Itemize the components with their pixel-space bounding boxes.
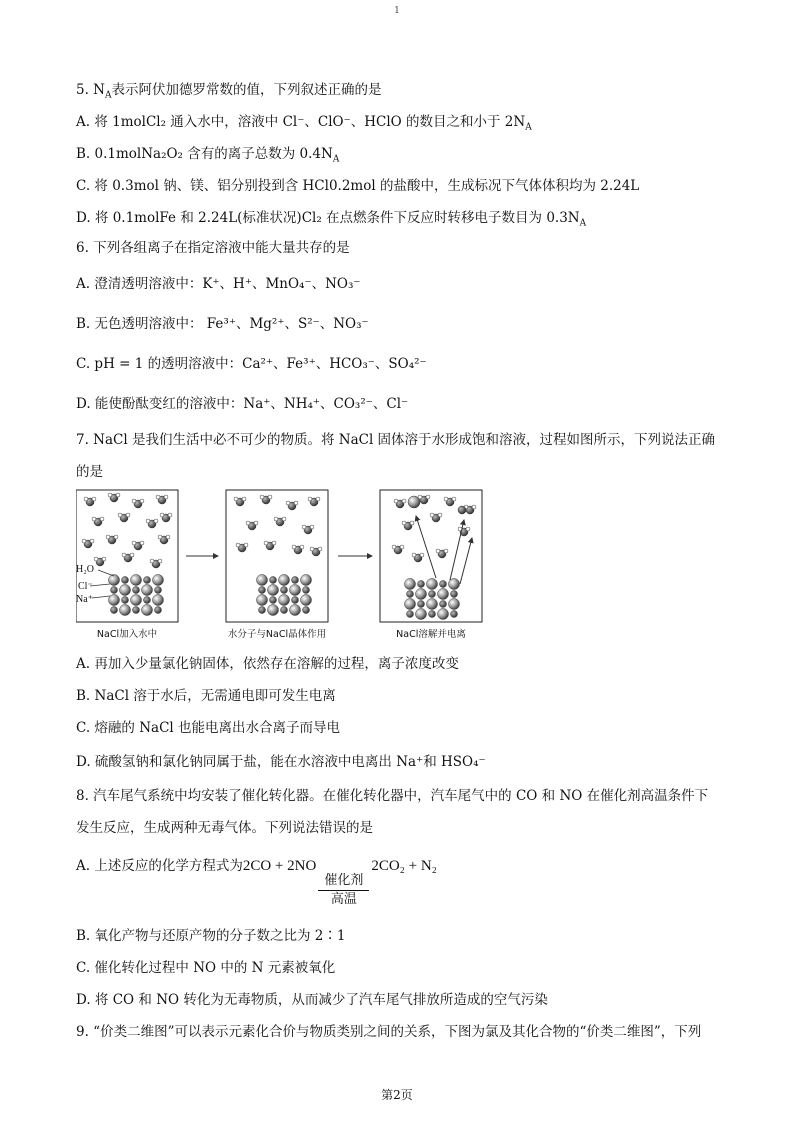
chloride-ion [142, 585, 153, 596]
chloride-ion [109, 575, 120, 586]
sodium-ion [259, 587, 266, 594]
label-pointer [92, 596, 110, 598]
water-hydrogen [452, 497, 456, 501]
sodium-ion [270, 577, 277, 584]
chloride-ion [405, 599, 416, 610]
sodium-ion [122, 577, 129, 584]
water-hydrogen [260, 495, 264, 499]
water-hydrogen [444, 497, 448, 501]
sodium-ion [429, 591, 436, 598]
water-hydrogen [420, 553, 424, 557]
sodium-ion [155, 607, 162, 614]
sodium-ion [292, 577, 299, 584]
water-hydrogen [300, 545, 304, 549]
water-hydrogen [302, 525, 306, 529]
water-hydrogen [308, 497, 312, 501]
chloride-ion [257, 595, 268, 606]
water-hydrogen [292, 545, 296, 549]
sodium-ion [303, 607, 310, 614]
water-hydrogen [106, 535, 110, 539]
chloride-ion [120, 605, 131, 616]
q6-option-b: B. 无色透明溶液中： Fe³⁺、Mg²⁺、S²⁻、NO₃⁻ [76, 316, 369, 332]
chloride-ion [416, 609, 427, 620]
water-hydrogen [400, 545, 404, 549]
water-hydrogen [116, 493, 120, 497]
sodium-ion [292, 597, 299, 604]
sodium-ion [418, 601, 425, 608]
water-hydrogen [310, 547, 314, 551]
water-hydrogen [132, 541, 136, 545]
q7-option-b: B. NaCl 溶于水后，无需通电即可发生电离 [76, 688, 336, 704]
q5-option-b: B. 0.1molNa₂O₂ 含有的离子总数为 $0.4N_A$ [76, 146, 340, 165]
chloride-ion [449, 599, 460, 610]
water-hydrogen [268, 495, 272, 499]
chloride-ion [109, 595, 120, 606]
water-hydrogen [92, 517, 96, 521]
water-hydrogen [410, 521, 414, 525]
label-h2o: H₂O [76, 564, 94, 575]
water-hydrogen [158, 535, 162, 539]
chloride-ion [131, 575, 142, 586]
q6-stem: 6. 下列各组离子在指定溶液中能大量共存的是 [76, 240, 350, 256]
chloride-ion [268, 585, 279, 596]
sodium-ion [133, 587, 140, 594]
caption-panel-3: NaCl溶解并电离 [396, 629, 466, 640]
water-hydrogen [130, 553, 134, 557]
water-hydrogen [244, 543, 248, 547]
caption-panel-1: NaCl加入水中 [96, 629, 158, 640]
nacl-dissolution-figure [76, 488, 722, 646]
water-hydrogen [272, 541, 276, 545]
q7-option-d: D. 硫酸氢钠和氯化钠同属于盐，能在水溶液中电离出 Na⁺和 HSO₄⁻ [76, 754, 486, 770]
sodium-ion [111, 587, 118, 594]
water-hydrogen [126, 513, 130, 517]
water-hydrogen [430, 513, 434, 517]
water-hydrogen [102, 557, 106, 561]
chloride-ion [438, 609, 449, 620]
water-hydrogen [140, 541, 144, 545]
q7-option-a: A. 再加入少量氯化钠固体，依然存在溶解的过程，离子浓度改变 [76, 656, 459, 672]
label-pointer [90, 584, 110, 586]
water-hydrogen [164, 495, 168, 499]
sodium-ion [281, 607, 288, 614]
water-hydrogen [254, 521, 258, 525]
q7-stem-line2: 的是 [76, 464, 103, 480]
sodium-ion [407, 591, 414, 598]
q5-option-c: C. 将 0.3mol 钠、镁、铝分别投到含 HCl0.2mol 的盐酸中，生成标况下气体体积均为 2.24L [76, 178, 640, 194]
sodium-ion [418, 581, 425, 588]
chloride-ion [438, 589, 449, 600]
water-hydrogen [122, 553, 126, 557]
chloride-ion [257, 575, 268, 586]
water-hydrogen [318, 547, 322, 551]
sodium-ion [440, 581, 447, 588]
exam-content [76, 80, 722, 1042]
q8-option-b: B. 氧化产物与还原产物的分子数之比为 2∶1 [76, 928, 346, 944]
water-hydrogen [132, 499, 136, 503]
water-hydrogen [294, 501, 298, 505]
chloride-ion [131, 595, 142, 606]
water-hydrogen [274, 517, 278, 521]
page-mark: 1 [394, 6, 400, 16]
sodium-ion [133, 607, 140, 614]
chloride-ion [449, 579, 460, 590]
sodium-ion [111, 607, 118, 614]
water-hydrogen [310, 525, 314, 529]
water-hydrogen [282, 517, 286, 521]
water-hydrogen [394, 499, 398, 503]
water-hydrogen [264, 541, 268, 545]
water-hydrogen [154, 519, 158, 523]
caption-panel-2: 水分子与NaCl晶体作用 [227, 629, 327, 640]
water-hydrogen [246, 521, 250, 525]
q6-option-c: C. pH = 1 的透明溶液中：Ca²⁺、Fe³⁺、HCO₃⁻、SO₄²⁻ [76, 356, 427, 372]
water-hydrogen [168, 513, 172, 517]
chloride-ion [142, 605, 153, 616]
page-footer: 第2页 [381, 1088, 413, 1102]
sodium-ion [144, 577, 151, 584]
water-hydrogen [466, 527, 470, 531]
chloride-ion [427, 599, 438, 610]
q6-option-d: D. 能使酚酞变红的溶液中：Na⁺、NH₄⁺、CO₃²⁻、Cl⁻ [76, 396, 409, 412]
water-hydrogen [82, 539, 86, 543]
sodium-ion [451, 611, 458, 618]
chloride-ion [301, 575, 312, 586]
sodium-ion [429, 611, 436, 618]
chloride-ion [120, 585, 131, 596]
sodium-ion [144, 597, 151, 604]
chloride-ion [279, 595, 290, 606]
q6-option-a: A. 澄清透明溶液中：K⁺、H⁺、MnO₄⁻、NO₃⁻ [76, 276, 361, 292]
q8-stem-line2: 发生反应，生成两种无毒气体。下列说法错误的是 [76, 820, 373, 836]
dissociation-arrow [450, 520, 464, 580]
chloride-ion [290, 605, 301, 616]
chloride-ion [427, 579, 438, 590]
water-hydrogen [436, 549, 440, 553]
water-hydrogen [234, 497, 238, 501]
panel-2-frame [226, 490, 328, 622]
dissociation-arrow [416, 516, 436, 578]
chloride-ion [290, 585, 301, 596]
sodium-ion [122, 597, 129, 604]
water-hydrogen [472, 505, 476, 509]
water-hydrogen [236, 543, 240, 547]
water-hydrogen [426, 495, 430, 499]
chloride-ion [153, 595, 164, 606]
dissolution-diagram [76, 488, 722, 646]
sodium-ion [407, 611, 414, 618]
water-hydrogen [108, 493, 112, 497]
q7-stem-line1: 7. NaCl 是我们生活中必不可少的物质。将 NaCl 固体溶于水形成饱和溶液，过程如图所示，下列说法正确 [76, 432, 716, 448]
water-hydrogen [242, 497, 246, 501]
q8-option-a: A. 上述反应的化学方程式为2CO + 2NO 催化剂 高温 2CO₂ + N₂ [76, 858, 437, 907]
water-hydrogen [140, 499, 144, 503]
water-hydrogen [444, 549, 448, 553]
label-na: Na⁺ [76, 594, 93, 605]
water-hydrogen [146, 519, 150, 523]
chloride-ion [153, 575, 164, 586]
chloride-ion [268, 605, 279, 616]
sodium-ion [440, 601, 447, 608]
q5-stem: 5. $N_A$表示阿伏加德罗常数的值，下列叙述正确的是 [76, 82, 382, 101]
water-hydrogen [402, 499, 406, 503]
q9-stem: 9. “价类二维图”可以表示元素化合价与物质类别之间的关系，下图为氯及其化合物的“价类二维图”，下列 [76, 1024, 702, 1040]
water-hydrogen [392, 545, 396, 549]
q8-option-c: C. 催化转化过程中 NO 中的 N 元素被氧化 [76, 960, 336, 976]
sodium-ion [303, 587, 310, 594]
q5-option-a: A. 将 1molCl₂ 通入水中，溶液中 Cl⁻、ClO⁻、HClO 的数目之和小于 $2N_A$ [76, 114, 532, 133]
water-hydrogen [156, 495, 160, 499]
water-hydrogen [166, 535, 170, 539]
chloride-ion [301, 595, 312, 606]
chloride-ion [279, 575, 290, 586]
water-hydrogen [160, 513, 164, 517]
water-hydrogen [412, 553, 416, 557]
sodium-ion [451, 591, 458, 598]
water-hydrogen [402, 521, 406, 525]
q8-stem-line1: 8. 汽车尾气系统中均安装了催化转化器。在催化转化器中，汽车尾气中的 CO 和 NO 在催化剂高温条件下 [76, 788, 709, 804]
water-hydrogen [286, 501, 290, 505]
sodium-ion [270, 597, 277, 604]
q7-option-c: C. 熔融的 NaCl 也能电离出水合离子而导电 [76, 720, 341, 736]
hydrated-chloride [408, 496, 420, 508]
sodium-ion [281, 587, 288, 594]
chloride-ion [405, 579, 416, 590]
water-hydrogen [84, 497, 88, 501]
q5-option-d: D. 将 0.1molFe 和 2.24L(标准状况)Cl₂ 在点燃条件下反应时转移电子数目为 $0.3N_A$ [76, 210, 587, 229]
water-hydrogen [92, 497, 96, 501]
water-hydrogen [100, 517, 104, 521]
dissociation-arrow [460, 538, 472, 584]
sodium-ion [155, 587, 162, 594]
q8-option-d: D. 将 CO 和 NO 转化为无毒物质，从而减少了汽车尾气排放所造成的空气污染 [76, 992, 548, 1008]
water-hydrogen [90, 539, 94, 543]
chloride-ion [416, 589, 427, 600]
hydrated-sodium [458, 506, 466, 514]
sodium-ion [259, 607, 266, 614]
water-hydrogen [438, 513, 442, 517]
water-hydrogen [118, 513, 122, 517]
label-cl: Cl⁻ [78, 581, 93, 592]
water-hydrogen [114, 535, 118, 539]
water-hydrogen [158, 559, 162, 563]
water-hydrogen [94, 557, 98, 561]
label-pointer [98, 570, 114, 576]
water-hydrogen [316, 497, 320, 501]
water-hydrogen [150, 559, 154, 563]
